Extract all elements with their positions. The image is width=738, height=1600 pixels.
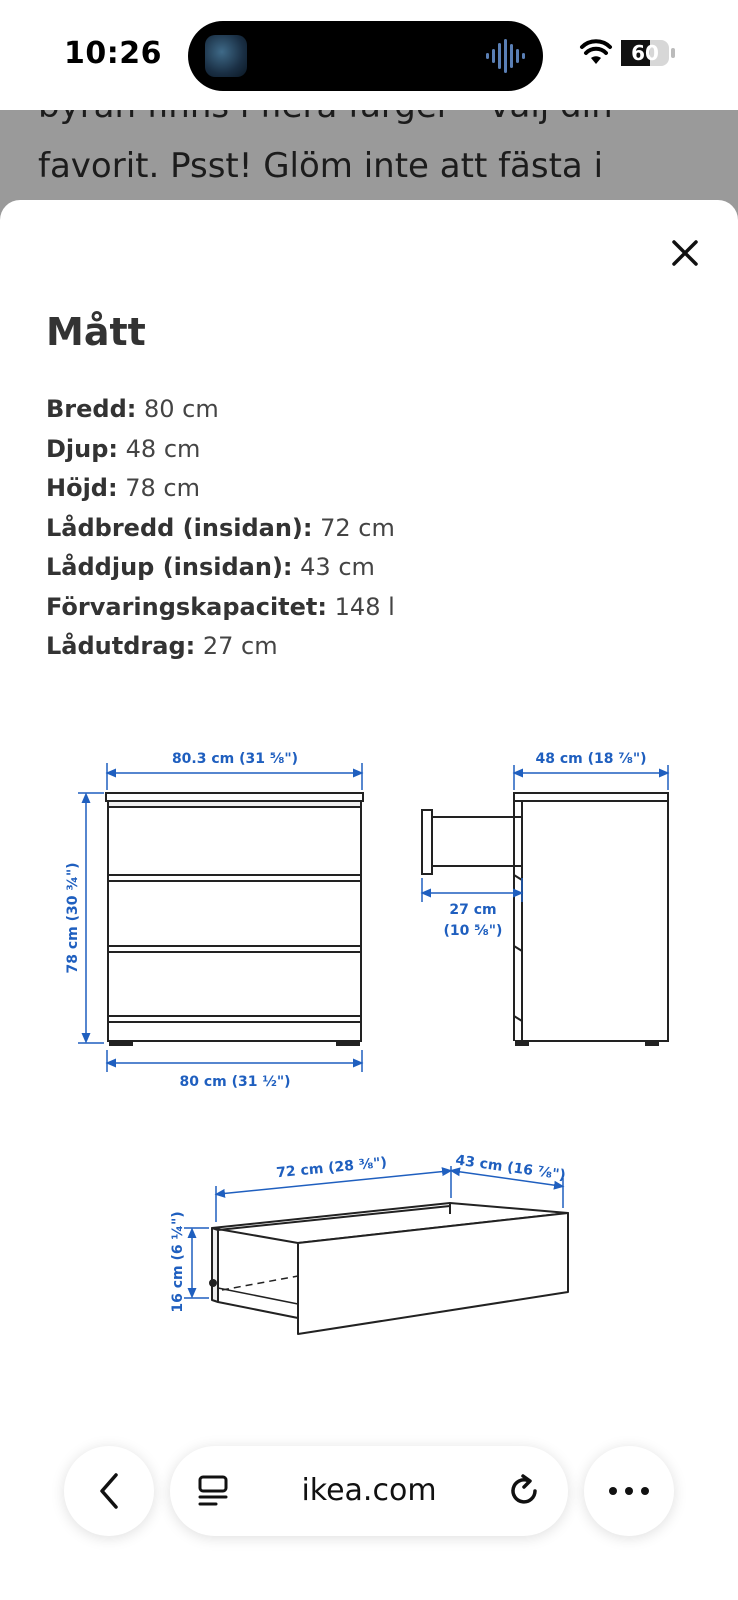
battery-nub — [671, 48, 675, 58]
side-depth-label: 48 cm (18 ⅞") — [535, 751, 647, 767]
dresser-dimension-diagram — [0, 730, 738, 1100]
now-playing-artwork — [205, 35, 247, 77]
dimension-value: 80 cm — [144, 395, 219, 423]
background-page-text: favorit. Psst! Glöm inte att fästa i — [38, 146, 604, 186]
address-bar[interactable] — [170, 1446, 568, 1536]
front-top-width-label: 80.3 cm (31 ⅝") — [171, 751, 299, 767]
drawer-width-label: 72 cm (28 ⅜") — [275, 1154, 388, 1182]
dimension-row — [46, 390, 395, 430]
front-view-drawing — [106, 793, 363, 1045]
dimension-value: 72 cm — [320, 513, 395, 542]
dimension-value: 148 l — [334, 592, 395, 621]
dimension-label: Lådutdrag: — [46, 632, 196, 660]
drawer-drawing — [210, 1203, 568, 1334]
dimension-row — [46, 627, 395, 667]
side-view-drawing — [422, 793, 668, 1045]
drawer-height-label: 16 cm (6 ¼") — [170, 1211, 186, 1313]
chevron-left-icon — [92, 1471, 126, 1511]
status-bar — [0, 0, 738, 110]
drawer-extension-label: 27 cm — [449, 902, 497, 918]
dynamic-island[interactable] — [188, 21, 543, 91]
dimension-value: 78 cm — [125, 474, 200, 502]
dimension-label: Förvaringskapacitet: — [46, 592, 328, 621]
dimension-value: 27 cm — [202, 632, 278, 660]
sheet-title: Mått — [46, 310, 146, 354]
dimension-label: Bredd: — [46, 395, 137, 423]
front-height-label: 78 cm (30 ¾") — [65, 862, 81, 974]
battery-level: 60 — [631, 41, 659, 65]
audio-wave-icon — [485, 39, 525, 73]
dimensions-list — [46, 390, 395, 667]
dimension-row — [46, 548, 395, 588]
battery-icon — [621, 40, 669, 66]
drawer-dimension-diagram — [0, 1140, 738, 1360]
dimension-row — [46, 430, 395, 470]
ellipsis-icon — [608, 1485, 650, 1497]
front-bottom-width-label: 80 cm (31 ½") — [179, 1074, 291, 1090]
dimension-value: 48 cm — [125, 434, 201, 463]
status-time: 10:26 — [64, 36, 162, 71]
browser-toolbar — [0, 1430, 738, 1600]
close-icon[interactable] — [665, 233, 705, 273]
drawer-extension-label-inch: (10 ⅝") — [443, 923, 503, 939]
dimension-row — [46, 509, 395, 549]
dimension-label: Höjd: — [46, 474, 118, 502]
more-button[interactable] — [584, 1446, 674, 1536]
reload-icon[interactable] — [506, 1473, 542, 1509]
drawer-depth-label: 43 cm (16 ⅞") — [454, 1152, 567, 1184]
dimension-label: Lådbredd (insidan): — [46, 513, 313, 542]
dimension-label: Djup: — [46, 434, 119, 463]
dimension-value: 43 cm — [300, 553, 375, 581]
address-bar-url: ikea.com — [301, 1473, 437, 1508]
back-button[interactable] — [64, 1446, 154, 1536]
dimension-row — [46, 588, 395, 628]
wifi-icon — [580, 40, 612, 66]
dimension-row — [46, 469, 395, 509]
dimension-label: Låddjup (insidan): — [46, 553, 293, 581]
